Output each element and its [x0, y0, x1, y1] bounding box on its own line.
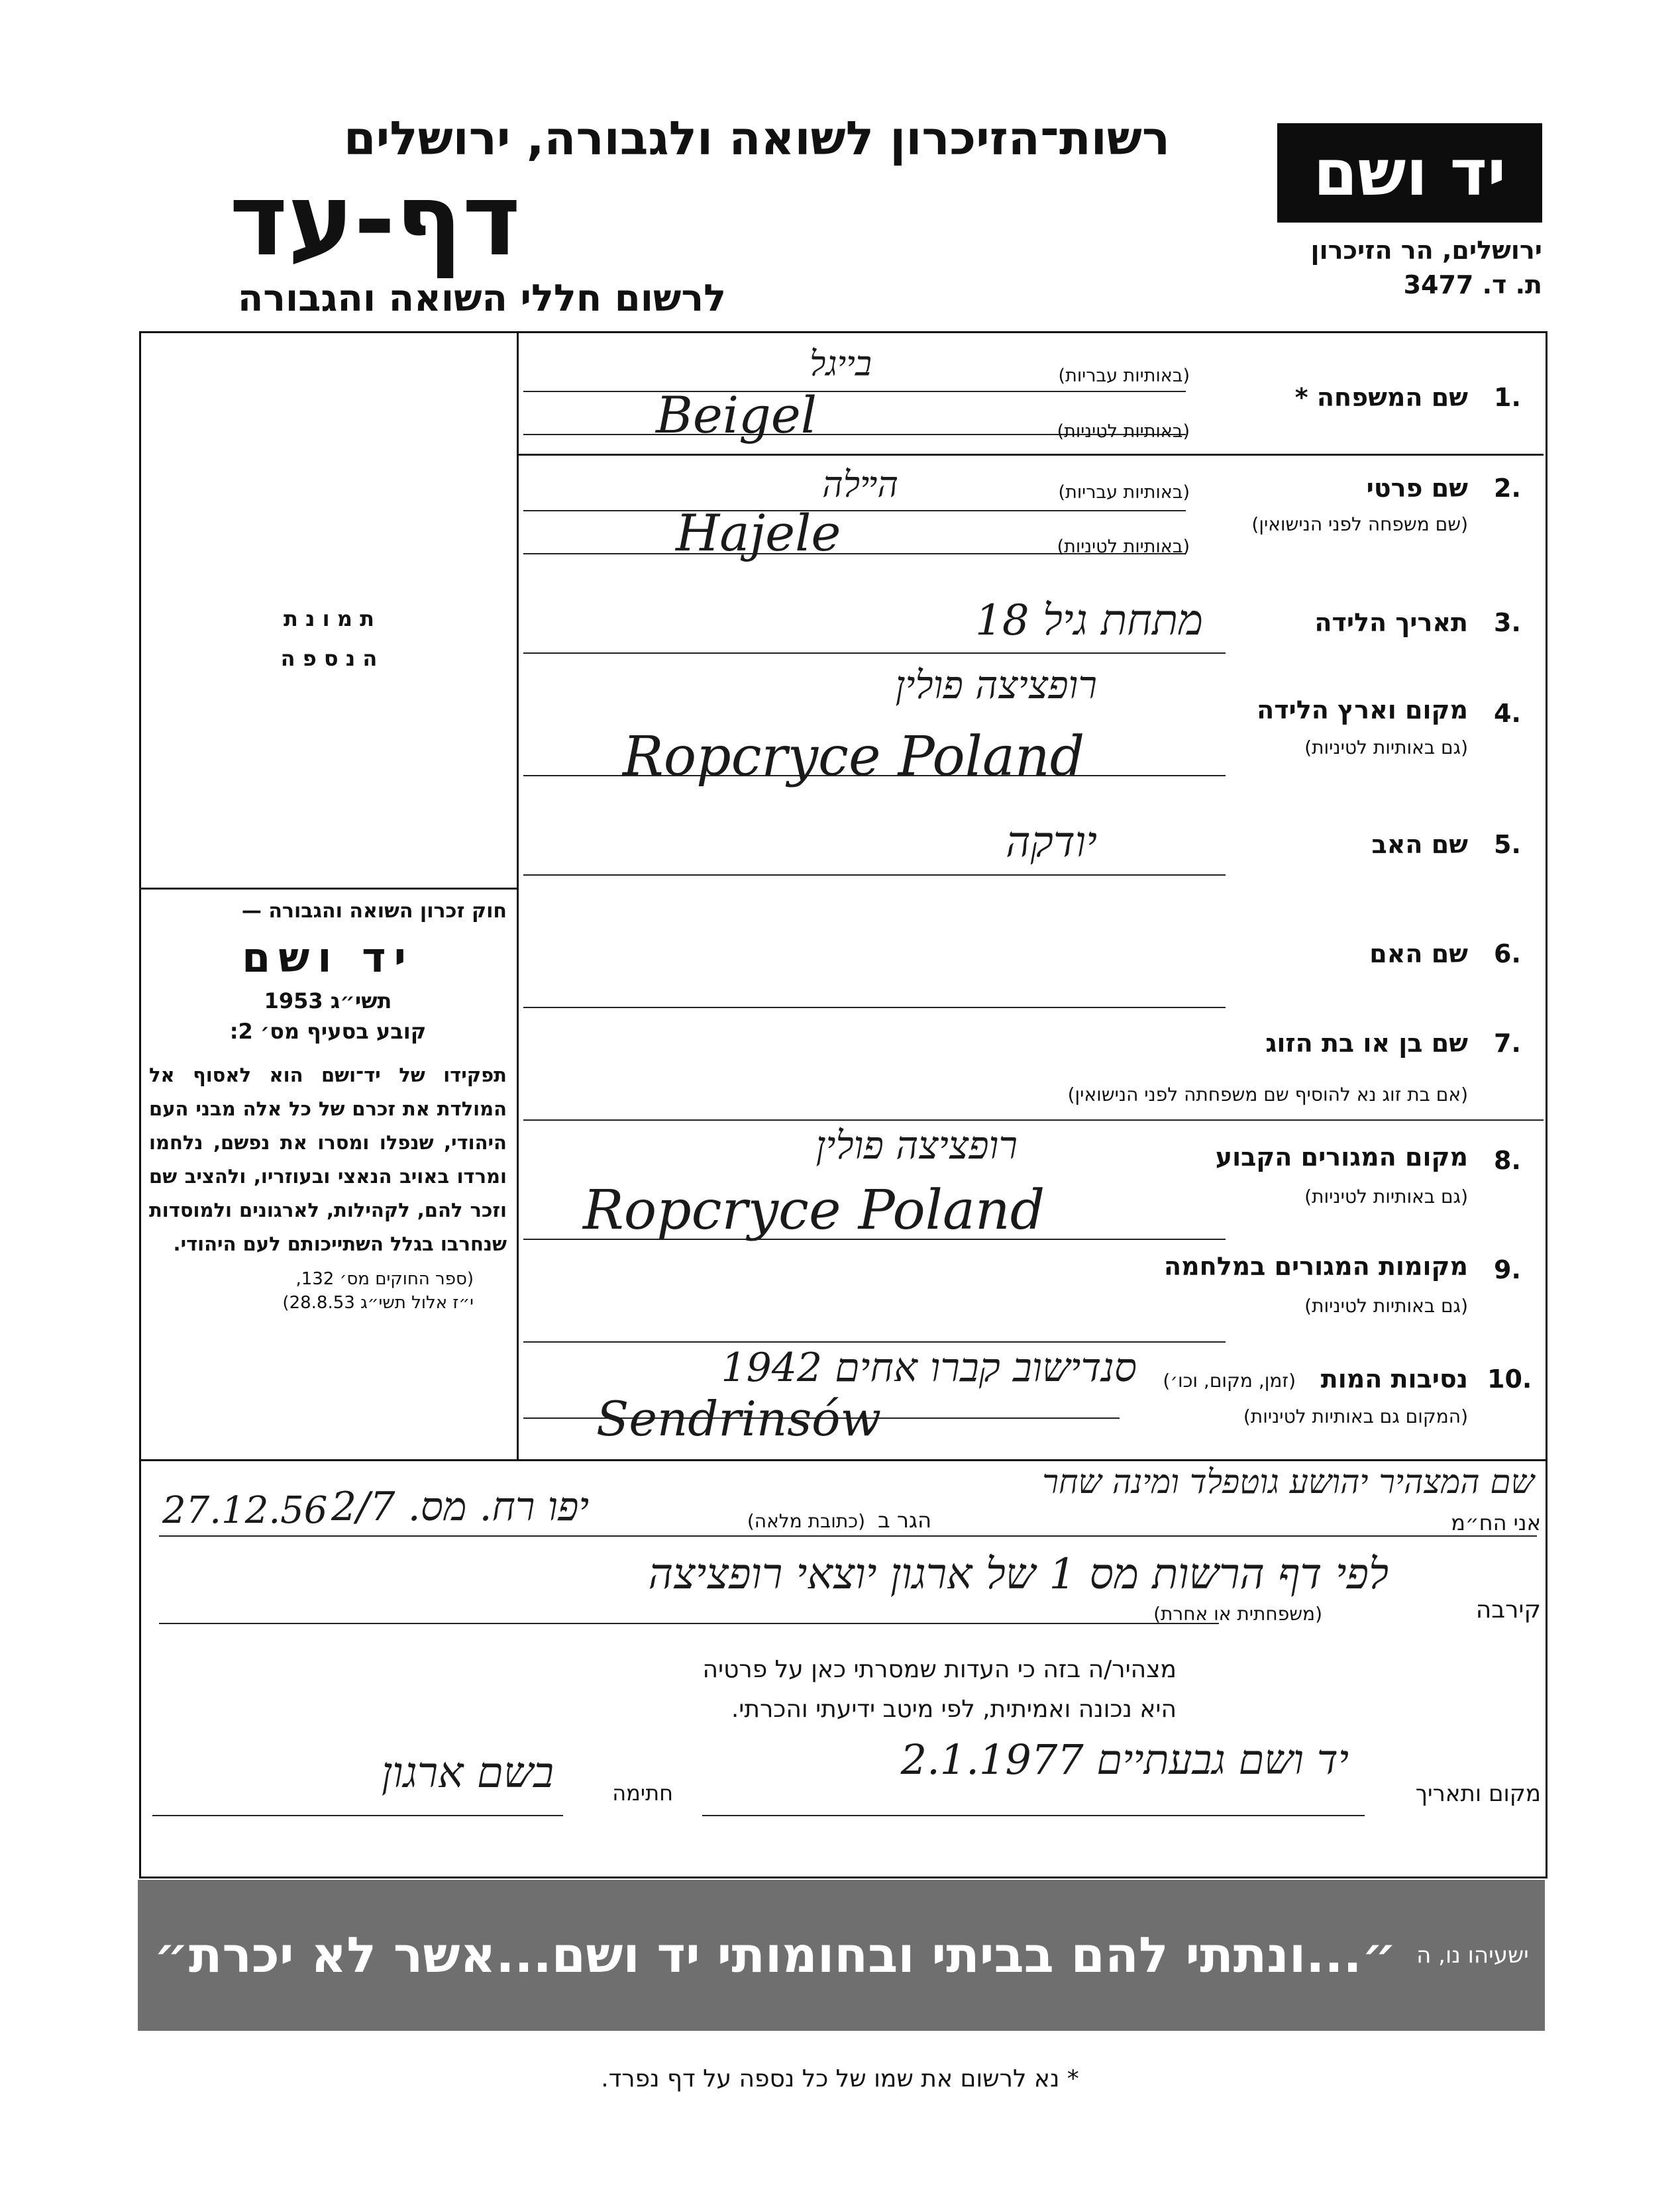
f8-sub: (גם באותיות לטיניות) [1304, 1186, 1468, 1208]
f4-value-lat: Ropcryce Poland [623, 725, 1085, 788]
relation-value: לפי דף הרשות מס 1 של ארגון יוצאי רופציצה [648, 1550, 1389, 1599]
footer-note: * נא לרשום את שמו של כל נספה על דף נפרד. [601, 2065, 1079, 2092]
f9-sub: (גם באותיות לטיניות) [1304, 1295, 1468, 1317]
f6-label: שם האם [1369, 939, 1468, 968]
quote-banner [138, 1880, 1545, 2031]
f2-value-heb: הײלה [822, 464, 898, 505]
f9-label: מקומות המגורים במלחמה [1163, 1252, 1468, 1281]
address-value: יפו רח. מס. 2/7 [331, 1484, 590, 1530]
place-value: יד ושם גבעתיים 2.1.1977 [900, 1735, 1349, 1784]
f2-num: 2. [1494, 474, 1521, 503]
yad-vashem-logo [1277, 123, 1542, 223]
declarant-prefix: אני הח״מ [1451, 1510, 1541, 1535]
place-label: מקום ותאריך [1415, 1780, 1541, 1807]
f2-value-lat: Hajele [676, 503, 841, 562]
f8-label: מקום המגורים הקבוע [1215, 1143, 1468, 1172]
f3-value: מתחת גיל 18 [975, 596, 1203, 645]
law-source: (ספר החוקים מס׳ 132, [295, 1269, 474, 1289]
f5-line [523, 874, 1226, 876]
f10-label-hint: (זמן, מקום, וכו׳) [1163, 1370, 1296, 1392]
address-date: 27.12.56 [162, 1489, 328, 1532]
f1-label: שם המשפחה * [1294, 383, 1468, 412]
f1-value-heb: בייגל [810, 344, 872, 384]
address-hint: (כתובת מלאה) [747, 1510, 865, 1532]
law-text: תפקידו של יד־ושם הוא לאסוף אל המולדת את זכרם של כל אלה מבני העם היהודי, שנפלו ומסרו את נפשם, נלחמו ומרדו באויב הנאצי ובעוזריו, ולהציב שם וזכר להם, לקהילות, לארגונים ולמוסדות שנחרבו בגלל השתייכותם לעם היהודי. [149, 1064, 507, 1255]
statement-1: מצהיר/ה בזה כי העדות שמסרתי כאן על פרטיה [702, 1656, 1177, 1683]
f2-line-heb [523, 510, 1186, 511]
law-section: קובע בסעיף מס׳ 2: [229, 1019, 427, 1044]
f4-value-heb: רופציצה פולין [895, 662, 1097, 707]
declarant-name: שם המצהיר יהושע גוטפלד ומינה שחר [1042, 1463, 1534, 1501]
f7-label: שם בן או בת הזוג [1265, 1029, 1468, 1058]
f10-num: 10. [1487, 1364, 1532, 1394]
f1-num: 1. [1494, 383, 1521, 412]
lives-in-label: הגר ב [878, 1508, 931, 1533]
photo-text-2: ה נ ס פ ה [280, 646, 378, 671]
f4-label: מקום וארץ הלידה [1257, 695, 1468, 725]
law-year: תשי״ג 1953 [264, 988, 392, 1013]
f4-sub: (גם באותיות לטיניות) [1304, 737, 1468, 758]
quote-ref: ישעיהו נו, ה [1416, 1942, 1529, 1969]
f1-line-heb [523, 391, 1186, 392]
panel-divider [517, 331, 519, 1459]
f2-hint-lat: (באותיות לטיניות) [1057, 537, 1190, 557]
logo-text: יד ושם [1313, 136, 1506, 210]
f6-line [523, 1007, 1226, 1008]
statement-2: היא נכונה ואמיתית, לפי מיטב ידיעתי והכרתי. [731, 1696, 1177, 1723]
f3-line [523, 652, 1226, 654]
photo-text-1: ת מ ו נ ת [284, 606, 374, 631]
quote-text: ״...ונתתי להם בביתי ובחומותי יד ושם...אשר לא יכרת״ [154, 1927, 1397, 1984]
org-line: רשות־הזיכרון לשואה ולגבורה, ירושלים [343, 111, 1170, 166]
f5-num: 5. [1494, 830, 1521, 859]
f9-num: 9. [1494, 1255, 1521, 1284]
address: ירושלים, הר הזיכרון [1310, 236, 1542, 265]
law-name: יד ושם [242, 933, 414, 982]
signature-value: בשם ארגון [381, 1749, 554, 1798]
f2-label: שם פרטי [1366, 474, 1468, 503]
signature-label: חתימה [612, 1780, 673, 1806]
photo-placeholder [141, 333, 517, 888]
f10-value-heb: סנדישוב קברו אחים 1942 [721, 1345, 1137, 1391]
f10-value-lat: Sendrinsów [596, 1391, 882, 1447]
f1-separator [519, 454, 1544, 456]
relation-label: קירבה [1475, 1596, 1541, 1623]
f1-hint-lat: (באותיות לטיניות) [1057, 421, 1190, 442]
sign-line [152, 1815, 563, 1816]
law-date: י״ז אלול תשי״ג 28.8.53) [282, 1293, 474, 1313]
declaration-line-2 [159, 1623, 1219, 1624]
f10-sub: (המקום גם באותיות לטיניות) [1243, 1406, 1468, 1427]
f9-line [523, 1341, 1226, 1343]
f8-value-heb: רופציצה פולין [815, 1123, 1018, 1168]
relation-hint: (משפחתית או אחרת) [1153, 1603, 1322, 1625]
law-box [149, 896, 507, 1452]
f2-sub: (שם משפחה לפני הנישואין) [1251, 513, 1468, 535]
declaration-line-1 [159, 1535, 1537, 1537]
f7-num: 7. [1494, 1029, 1521, 1058]
f5-label: שם האב [1371, 830, 1468, 859]
f7-line [523, 1119, 1544, 1121]
pobox: ת. ד. 3477 [1403, 270, 1542, 299]
f6-num: 6. [1494, 939, 1521, 968]
f1-value-lat: Beigel [656, 386, 817, 444]
form-subtitle: לרשום חללי השואה והגבורה [237, 277, 726, 320]
f5-value: יודקה [1006, 818, 1097, 867]
law-heading: חוק זכרון השואה והגבורה — [241, 900, 507, 923]
f3-num: 3. [1494, 608, 1521, 637]
f8-num: 8. [1494, 1146, 1521, 1175]
f1-hint-heb: (באותיות עבריות) [1058, 366, 1190, 386]
place-line [702, 1815, 1365, 1816]
f8-value-lat: Ropcryce Poland [583, 1179, 1045, 1242]
f2-hint-heb: (באותיות עבריות) [1058, 482, 1190, 503]
form-title: דף-עד [229, 163, 521, 278]
f7-sub: (אם בת זוג נא להוסיף שם משפחתה לפני הנישואין) [1067, 1084, 1468, 1106]
f4-num: 4. [1494, 699, 1521, 728]
f3-label: תאריך הלידה [1314, 608, 1468, 637]
photo-law-separator [139, 888, 517, 890]
f10-label: נסיבות המות [1320, 1364, 1468, 1394]
